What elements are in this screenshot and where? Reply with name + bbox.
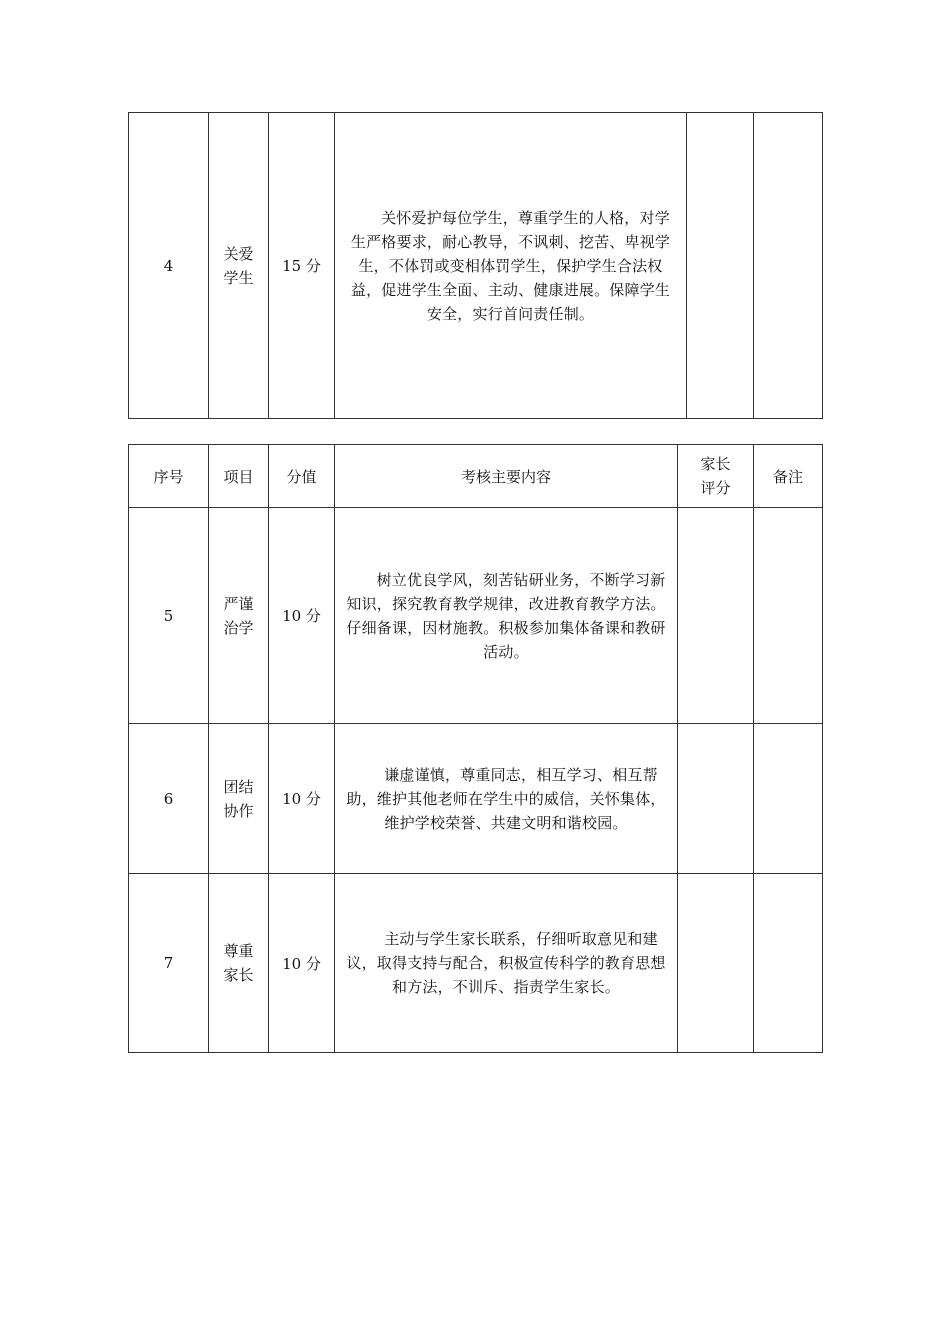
table-row [129, 113, 823, 419]
score-value: 10 分 [269, 874, 335, 1053]
note-cell [754, 874, 823, 1053]
assessment-content: 树立优良学风，刻苦钻研业务，不断学习新知识，探究教育教学规律，改进教育教学方法。仔细备课，因材施教。积极参加集体备课和教研活动。 [335, 508, 678, 724]
note-cell [754, 508, 823, 724]
item-name: 团结协作 [209, 724, 269, 874]
assessment-table-part1 [128, 112, 823, 419]
parent-score-cell [678, 874, 754, 1053]
parent-score-cell [687, 113, 754, 419]
assessment-content: 谦虚谨慎，尊重同志，相互学习、相互帮助，维护其他老师在学生中的威信，关怀集体，维护学校荣誉、共建文明和谐校园。 [335, 724, 678, 874]
header-item: 项目 [209, 445, 269, 508]
table-row [129, 724, 823, 874]
row-number: 6 [129, 724, 209, 874]
header-no: 序号 [129, 445, 209, 508]
row-number: 7 [129, 874, 209, 1053]
assessment-content: 主动与学生家长联系，仔细听取意见和建议，取得支持与配合，积极宣传科学的教育思想和方法，不训斥、指责学生家长。 [335, 874, 678, 1053]
assessment-table-part2 [128, 444, 823, 1053]
header-parent-score: 家长评分 [678, 445, 754, 508]
header-score: 分值 [269, 445, 335, 508]
row-number: 5 [129, 508, 209, 724]
table-row [129, 874, 823, 1053]
table-header-row [129, 445, 823, 508]
item-name: 尊重家长 [209, 874, 269, 1053]
parent-score-cell [678, 724, 754, 874]
item-name: 关爱学生 [209, 113, 269, 419]
score-value: 15 分 [269, 113, 335, 419]
header-note: 备注 [754, 445, 823, 508]
item-name: 严谨治学 [209, 508, 269, 724]
parent-score-cell [678, 508, 754, 724]
table-row [129, 508, 823, 724]
note-cell [754, 113, 823, 419]
header-content: 考核主要内容 [335, 445, 678, 508]
row-number: 4 [129, 113, 209, 419]
score-value: 10 分 [269, 508, 335, 724]
assessment-content: 关怀爱护每位学生，尊重学生的人格，对学生严格要求，耐心教导，不讽刺、挖苦、卑视学生，不体罚或变相体罚学生，保护学生合法权益，促进学生全面、主动、健康进展。保障学生安全，实行首问责任制。 [335, 113, 687, 419]
note-cell [754, 724, 823, 874]
score-value: 10 分 [269, 724, 335, 874]
